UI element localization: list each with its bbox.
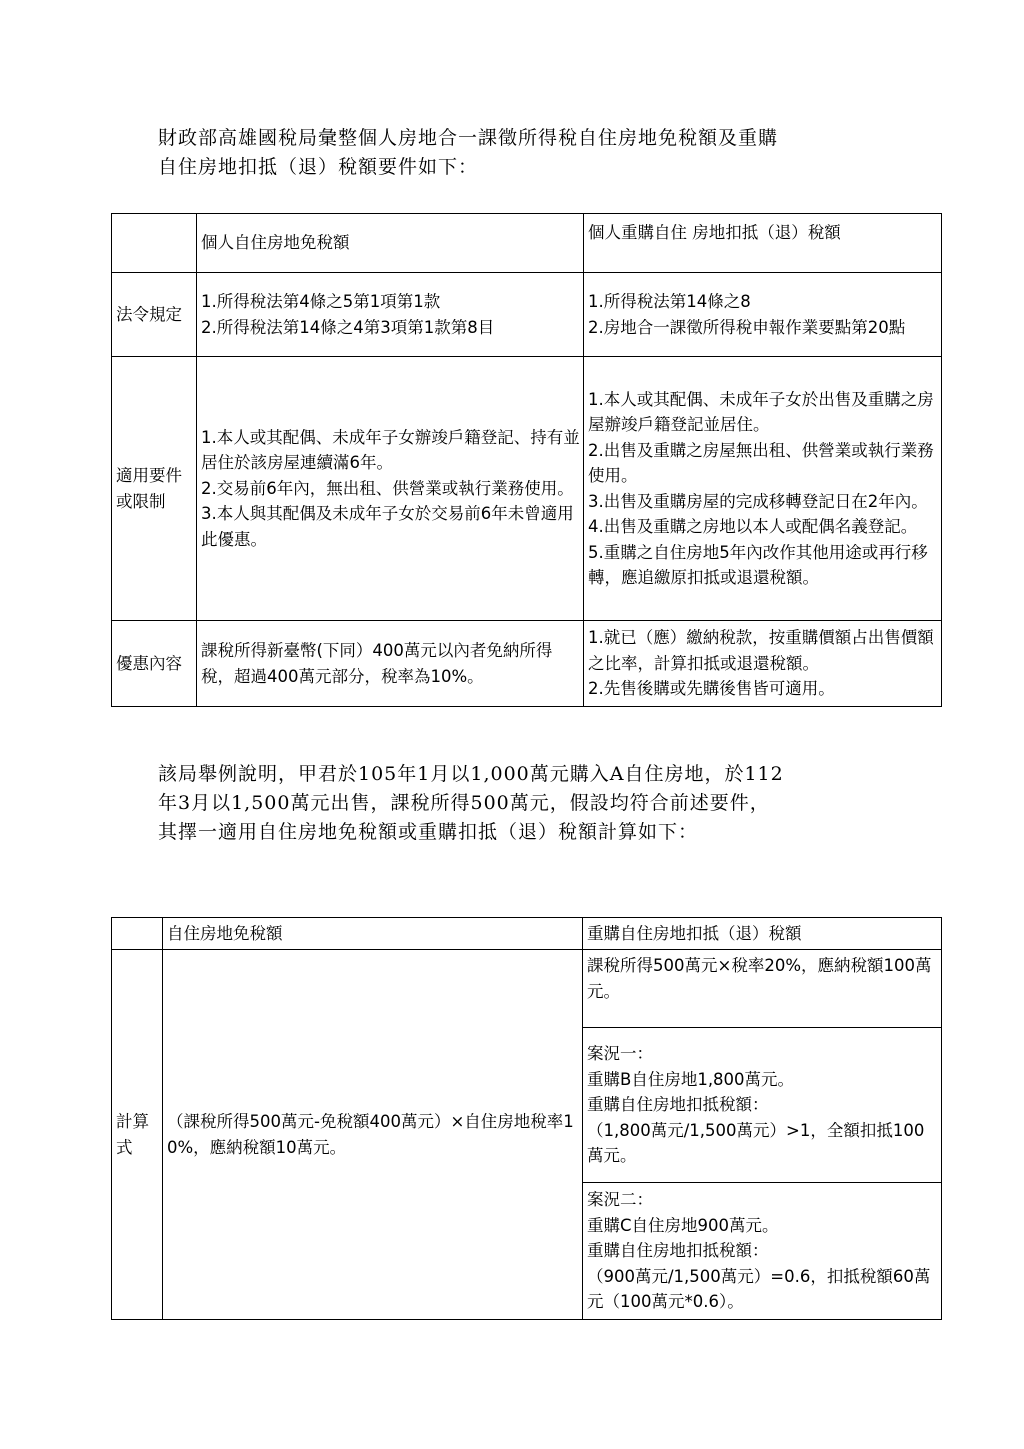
cell-line: 2.所得稅法第14條之4第3項第1款第8目: [201, 317, 495, 337]
table-header-row: [112, 918, 942, 950]
example-line: 其擇一適用自住房地免稅額或重購扣抵（退）稅額計算如下：: [158, 821, 699, 843]
cell-line: 2.出售及重購之房屋無出租、供營業或執行業務使用。: [588, 440, 934, 485]
calculation-table: [111, 917, 942, 1320]
example-line: 年3月以1,500萬元出售，課稅所得500萬元，假設均符合前述要件，: [158, 792, 770, 814]
cell-right: [584, 357, 942, 621]
header-cell-exemption: 個人自住房地免稅額: [197, 214, 584, 273]
intro-line: 自住房地扣抵（退）稅額要件如下：: [158, 156, 479, 178]
exemption-comparison-table: [111, 213, 942, 707]
cell-left: [197, 621, 584, 707]
cell-line: 3.出售及重購房屋的完成移轉登記日在2年內。: [588, 491, 928, 511]
header-cell-repurchase: 重購自住房地扣抵（退）稅額: [583, 918, 942, 950]
row-label: 法令規定: [112, 273, 197, 357]
row-label: 適用要件或限制: [112, 357, 197, 621]
intro-line: 財政部高雄國稅局彙整個人房地合一課徵所得稅自住房地免稅額及重購: [158, 127, 779, 149]
cell-line: 1.所得稅法第4條之5第1項第1款: [201, 292, 441, 311]
cell-line: （900萬元/1,500萬元）=0.6，扣抵稅額60萬元（100萬元*0.6）。: [587, 1266, 931, 1312]
row-label: 優惠內容: [112, 621, 197, 707]
header-text: 個人重購自住 房地扣抵（退）稅額: [588, 223, 841, 242]
table-row-legal-basis: [112, 273, 942, 357]
cell-line: 4.出售及重購之房地以本人或配偶名義登記。: [588, 517, 918, 536]
cell-right: [584, 621, 942, 707]
cell-line: 課稅所得500萬元×稅率20%，應納稅額100萬元。: [587, 956, 932, 1001]
cell-line: 1.本人或其配偶、未成年子女於出售及重購之房屋辦竣戶籍登記並居住。: [588, 389, 934, 434]
cell-line: 案況二：: [587, 1190, 653, 1210]
cell-left: [197, 273, 584, 357]
cell-right-base: [583, 950, 942, 1028]
cell-line: 3.本人與其配偶及未成年子女於交易前6年未曾適用此優惠。: [201, 504, 574, 549]
cell-line: 重購C自住房地900萬元。: [587, 1215, 779, 1235]
table-header-row: [112, 214, 942, 273]
header-cell-repurchase: [584, 214, 942, 273]
cell-line: （1,800萬元/1,500萬元）>1，全額扣抵100萬元。: [587, 1120, 925, 1166]
header-cell-empty: [112, 214, 197, 273]
cell-line: 1.本人或其配偶、未成年子女辦竣戶籍登記、持有並居住於該房屋連續滿6年。: [201, 427, 580, 473]
cell-right-case-one: [583, 1028, 942, 1183]
cell-line: 2.交易前6年內，無出租、供營業或執行業務使用。: [201, 478, 574, 498]
cell-line: 1.所得稅法第14條之8: [588, 292, 751, 311]
cell-line: 課稅所得新臺幣(下同）400萬元以內者免納所得稅，超過400萬元部分，稅率為10%。: [201, 641, 553, 686]
cell-right-case-two: [583, 1183, 942, 1320]
cell-line: 重購自住房地扣抵稅額：: [587, 1095, 769, 1115]
table-row-formula: [112, 950, 942, 1028]
intro-paragraph: [158, 124, 878, 182]
header-cell-empty: [112, 918, 163, 950]
table-row-requirements: [112, 357, 942, 621]
example-paragraph: [158, 760, 878, 847]
cell-line: 1.就已（應）繳納稅款，按重購價額占出售價額之比率，計算扣抵或退還稅額。: [588, 628, 934, 673]
cell-line: 案況一：: [587, 1044, 653, 1064]
cell-left-formula: （課稅所得500萬元-免稅額400萬元）×自住房地稅率10%，應納稅額10萬元。: [163, 950, 583, 1320]
cell-line: 重購B自住房地1,800萬元。: [587, 1069, 795, 1089]
cell-right: [584, 273, 942, 357]
cell-line: 重購自住房地扣抵稅額：: [587, 1241, 769, 1261]
cell-line: 2.房地合一課徵所得稅申報作業要點第20點: [588, 317, 906, 337]
table-row-benefit: [112, 621, 942, 707]
cell-line: 5.重購之自住房地5年內改作其他用途或再行移轉，應追繳原扣抵或退還稅額。: [588, 542, 928, 587]
example-line: 該局舉例說明，甲君於105年1月以1,000萬元購入A自住房地，於112: [158, 763, 784, 785]
cell-line: 2.先售後購或先購後售皆可適用。: [588, 679, 835, 699]
row-label: 計算式: [112, 950, 163, 1320]
header-cell-exemption: 自住房地免稅額: [163, 918, 583, 950]
cell-left: [197, 357, 584, 621]
